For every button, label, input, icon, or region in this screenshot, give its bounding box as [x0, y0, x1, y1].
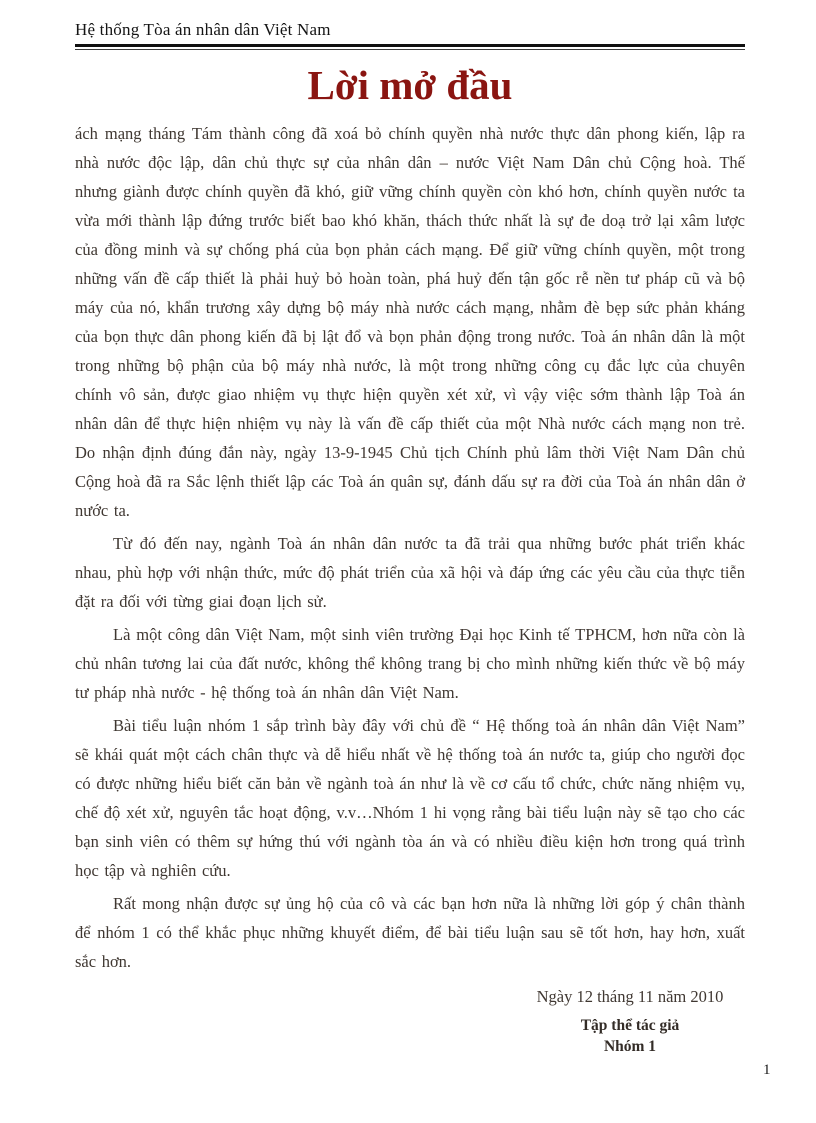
page-header: Hệ thống Tòa án nhân dân Việt Nam [75, 20, 331, 39]
date-line: Ngày 12 tháng 11 năm 2010 [536, 987, 724, 1007]
paragraph: ách mạng tháng Tám thành công đã xoá bỏ chính quyền nhà nước thực dân phong kiến, lập ra nhà nước độc lập, dân chủ thực sự của nhân dân – nước Việt Nam Dân chủ Cộng hoà. Thế nhưng giành được chính quyền đã khó, giữ vững chính quyền còn khó hơn, chính quyền nước ta vừa mới thành lập đứng trước biết bao khó khăn, thách thức nhất là sự đe doạ trở lại xâm lược của đồng minh và sự chống phá của bọn phản cách mạng. Để giữ vững chính quyền, một trong những vấn đề cấp thiết là phải huỷ bỏ hoàn toàn, phá huỷ đến tận gốc rễ nền tư pháp cũ và bộ máy của nó, khẩn trương xây dựng bộ máy nhà nước cách mạng, nhằm đè bẹp sức phản kháng của bọn thực dân phong kiến đã bị lật đổ và bọn phản động trong nước. Toà án nhân dân là một trong những bộ phận của bộ máy nhà nước, là một trong những công cụ đắc lực của chuyên chính vô sản, được giao nhiệm vụ thực hiện quyền xét xử, vì vậy việc sớm thành lập Toà án nhân dân để thực hiện nhiệm vụ này là vấn đề cấp thiết của một Nhà nước cách mạng non trẻ. Do nhận định đúng đắn này, ngày 13-9-1945 Chủ tịch Chính phủ lâm thời Việt Nam Dân chủ Cộng hoà đã ra Sắc lệnh thiết lập các Toà án quân sự, đánh dấu sự ra đời của Toà án nhân dân ở nước ta. [75, 124, 745, 521]
closing-block [515, 984, 745, 1057]
document-title: Lời mở đầu [307, 62, 513, 108]
paragraph: Là một công dân Việt Nam, một sinh viên trường Đại học Kinh tế TPHCM, hơn nữa còn là chủ nhân tương lai của đất nước, không thể không trang bị cho mình những kiến thức về bộ máy tư pháp nhà nước - hệ thống toà án nhân dân Việt Nam. [75, 625, 745, 703]
header-rule [75, 44, 745, 50]
group-line: Nhóm 1 [603, 1038, 657, 1056]
page-number: 1 [763, 1062, 771, 1078]
paragraph: Từ đó đến nay, ngành Toà án nhân dân nước ta đã trải qua những bước phát triển khác nhau, phù hợp với nhận thức, mức độ phát triển của xã hội và đáp ứng các yêu cầu của thực tiễn đặt ra đối với từng giai đoạn lịch sử. [75, 534, 745, 612]
paragraph: Bài tiểu luận nhóm 1 sắp trình bày đây với chủ đề “ Hệ thống toà án nhân dân Việt Nam” sẽ khái quát một cách chân thực và dễ hiểu nhất về hệ thống toà án nước ta, giúp cho người đọc có được những hiểu biết căn bản về ngành toà án như là về cơ cấu tổ chức, chức năng nhiệm vụ, chế độ xét xử, nguyên tắc hoạt động, v.v…Nhóm 1 hi vọng rằng bài tiểu luận này sẽ tạo cho các bạn sinh viên có thêm sự hứng thú với ngành tòa án và có nhiều điều kiện hơn trong quá trình học tập và nghiên cứu. [75, 716, 745, 881]
paragraph: Rất mong nhận được sự ủng hộ của cô và các bạn hơn nữa là những lời góp ý chân thành để nhóm 1 có thể khắc phục những khuyết điểm, để bài tiểu luận sau sẽ tốt hơn, hay hơn, xuất sắc hơn. [75, 894, 745, 972]
document-body [75, 119, 745, 976]
authors-line: Tập thể tác giả [580, 1017, 680, 1035]
